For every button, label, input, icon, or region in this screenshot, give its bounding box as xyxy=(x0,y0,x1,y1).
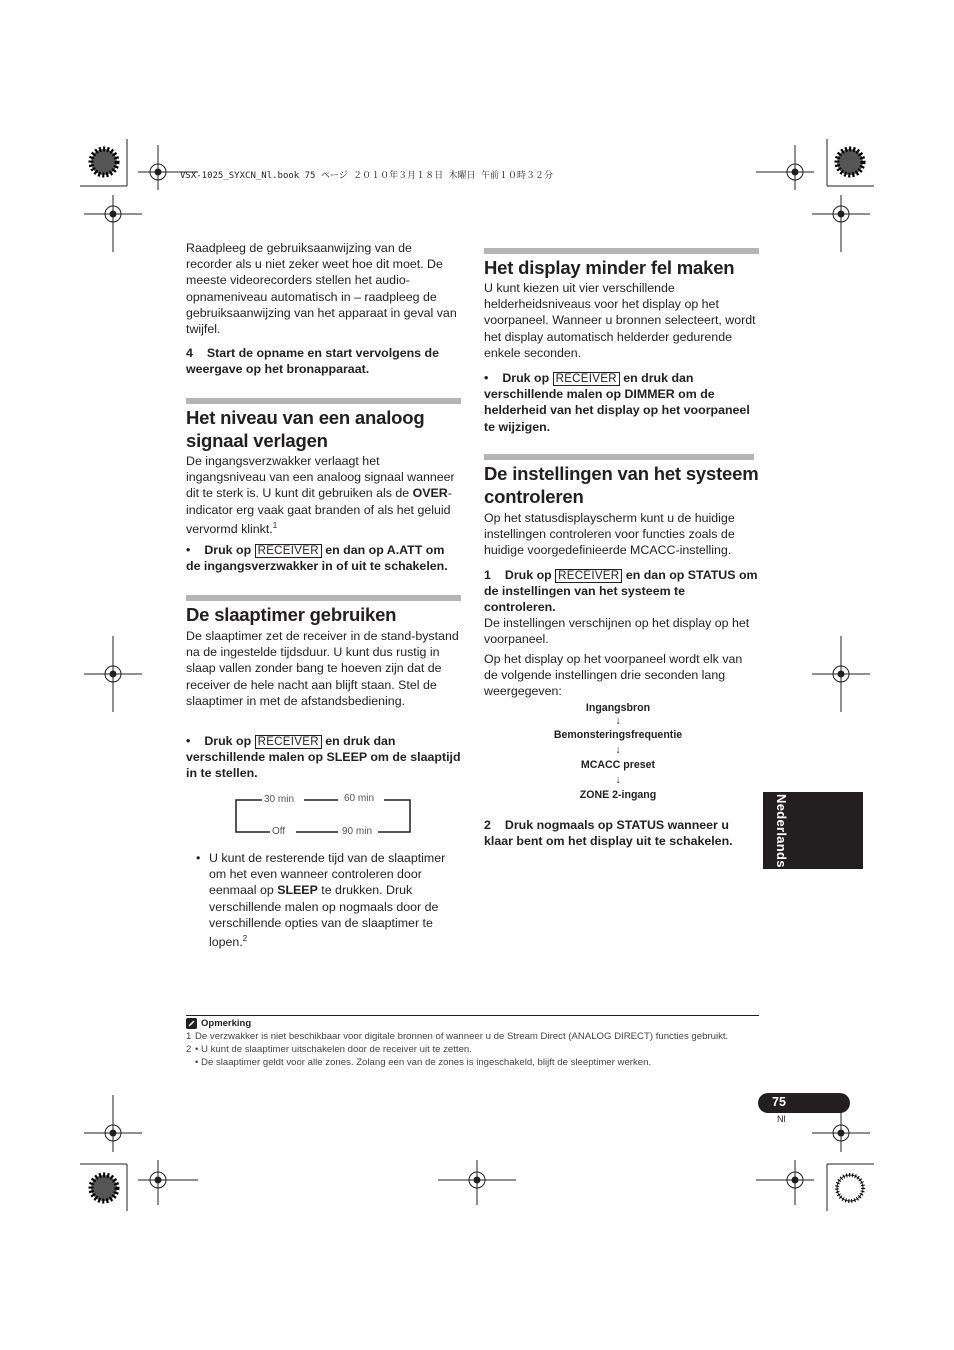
section-title-display: Het display minder fel maken xyxy=(484,257,735,278)
system-paragraph: Op het statusdisplayscherm kunt u de huidige instellingen controleren voor functies zoals de huidige voorgedefinieerde MCACC-instelling. xyxy=(484,511,735,558)
step-4 xyxy=(186,345,461,377)
status-flow xyxy=(530,701,706,802)
sleep-instruction: • Druk op RECEIVER en druk dan verschillende malen op SLEEP om de slaaptijd in te stellen. xyxy=(186,734,461,781)
analog-instruction: • Druk op RECEIVER en dan op A.ATT om de ingangsverzwakker in of uit te schakelen. xyxy=(186,543,448,574)
footnotes: Opmerking 1 De verzwakker is niet beschikbaar voor digitale bronnen of wanneer u de Stream Direct (ANALOG DIRECT) functies gebruikt. 2 • U kunt de slaaptimer uitschakelen door de receiver uit te zetten. • De slaaptimer geldt voor alle zones. Zolang een van de zones is ingeschakeld, blijft de sleeptimer werken. xyxy=(186,1018,729,1068)
page-language-code: Nl xyxy=(777,1114,786,1124)
footnote-title: Opmerking xyxy=(201,1018,252,1029)
cycle-option-off: Off xyxy=(272,826,286,837)
footnote-ref: 1 xyxy=(272,520,278,530)
sleep-cycle-diagram xyxy=(230,790,420,838)
section-title-system: De instellingen van het systeem controleren xyxy=(484,463,759,507)
cycle-lines xyxy=(230,790,420,838)
arrow-down-icon: ↓ xyxy=(615,744,621,756)
page-number: 75 xyxy=(772,1095,786,1109)
step-number: 4 xyxy=(186,346,193,360)
flow-item-sampling-frequency: Bemonsteringsfrequentie xyxy=(553,729,683,741)
display-instruction: • Druk op RECEIVER en druk dan verschillende malen op DIMMER om de helderheid van het display op het voorpaneel te wijzigen. xyxy=(484,371,750,434)
section-title-analog: Het niveau van een analoog signaal verlagen xyxy=(186,407,425,451)
receiver-key: RECEIVER xyxy=(555,569,622,583)
cycle-option-60: 60 min xyxy=(344,793,375,804)
intro-paragraph: Raadpleeg de gebruiksaanwijzing van de recorder als u niet zeker weet hoe dit moet. De meeste videorecorders stellen het audio-opnameniveau automatisch in – raadpleeg de gebruiksaanwijzing van het apparaat in geval van twijfel. xyxy=(186,241,457,337)
sleep-paragraph: De slaaptimer zet de receiver in de stand-bystand na de ingestelde tijdsduur. U kunt dus rustig in slaap vallen zonder bang te hoeven zijn dat de receiver de hele nacht aan blijft staan. Stel de slaaptimer in met de afstandsbediening. xyxy=(186,629,459,708)
step-1: 1 Druk op RECEIVER en dan op STATUS om de instellingen van het systeem te controleren. xyxy=(484,568,758,615)
flow-item-input-source: Ingangsbron xyxy=(585,702,651,714)
page-number-badge xyxy=(758,1093,850,1113)
analog-paragraph: De ingangsverzwakker verlaagt het ingangsniveau van een analoog signaal wanneer dit te sterk is. U kunt dit gebruiken als de OVER-indicator erg vaak gaat branden of als het geluid vervormd klinkt.$^1$ xyxy=(186,454,455,536)
arrow-down-icon: ↓ xyxy=(615,774,621,786)
section-divider xyxy=(484,248,759,254)
file-info-header: VSX-1025_SYXCN_Nl.book 75 ページ ２０１０年３月１８日 木曜日 午前１０時３２分 xyxy=(180,171,553,181)
over-indicator-label: OVER xyxy=(412,486,448,501)
flow-item-mcacc-preset: MCACC preset xyxy=(580,759,656,771)
display-paragraph: U kunt kiezen uit vier verschillende helderheidsniveaus voor het display op het voorpaneel. Wanneer u bronnen selecteert, wordt het display automatisch helderder gedurende enkele seconden. xyxy=(484,281,756,360)
flow-item-zone2-input: ZONE 2-ingang xyxy=(579,789,657,801)
section-divider xyxy=(484,454,754,460)
footnote-ref: 2 xyxy=(242,934,248,944)
section-divider xyxy=(186,398,461,404)
language-tab xyxy=(763,792,863,869)
footnote-divider xyxy=(186,1015,759,1016)
cycle-option-90: 90 min xyxy=(342,826,373,837)
language-label: Nederlands xyxy=(774,794,789,868)
section-title-sleep: De slaaptimer gebruiken xyxy=(186,604,397,625)
step-1-note: De instellingen verschijnen op het display op het voorpaneel. xyxy=(484,616,750,647)
sleep-key-label: SLEEP xyxy=(277,883,318,898)
arrow-down-icon: ↓ xyxy=(615,715,621,727)
footnote-2a: • U kunt de slaaptimer uitschakelen door de receiver uit te zetten. xyxy=(195,1044,472,1055)
step-2: 2 Druk nogmaals op STATUS wanneer u klaar bent om het display uit te schakelen. xyxy=(484,818,733,849)
footnote-2b: • De slaaptimer geldt voor alle zones. Zolang een van de zones is ingeschakeld, blijft de sleeptimer werken. xyxy=(195,1057,652,1068)
note-icon xyxy=(186,1018,197,1029)
receiver-key: RECEIVER xyxy=(255,544,322,558)
footnote-1: De verzwakker is niet beschikbaar voor digitale bronnen of wanneer u de Stream Direct (ANALOG DIRECT) functies gebruikt. xyxy=(195,1031,729,1042)
step-text: Start de opname en start vervolgens de weergave op het bronapparaat. xyxy=(186,346,439,377)
section-divider xyxy=(186,595,461,601)
receiver-key: RECEIVER xyxy=(255,735,322,749)
sleep-note: • U kunt de resterende tijd van de slaaptimer om het even wanneer controleren door eenmaal op SLEEP te drukken. Druk verschillende malen op nogmaals door de verschillende opties van de slaaptimer te lopen.$^2$ xyxy=(196,851,446,950)
cycle-description: Op het display op het voorpaneel wordt elk van de volgende instellingen drie seconden lang weergegeven: xyxy=(484,652,743,699)
receiver-key: RECEIVER xyxy=(553,372,620,386)
cycle-option-30: 30 min xyxy=(264,794,295,805)
